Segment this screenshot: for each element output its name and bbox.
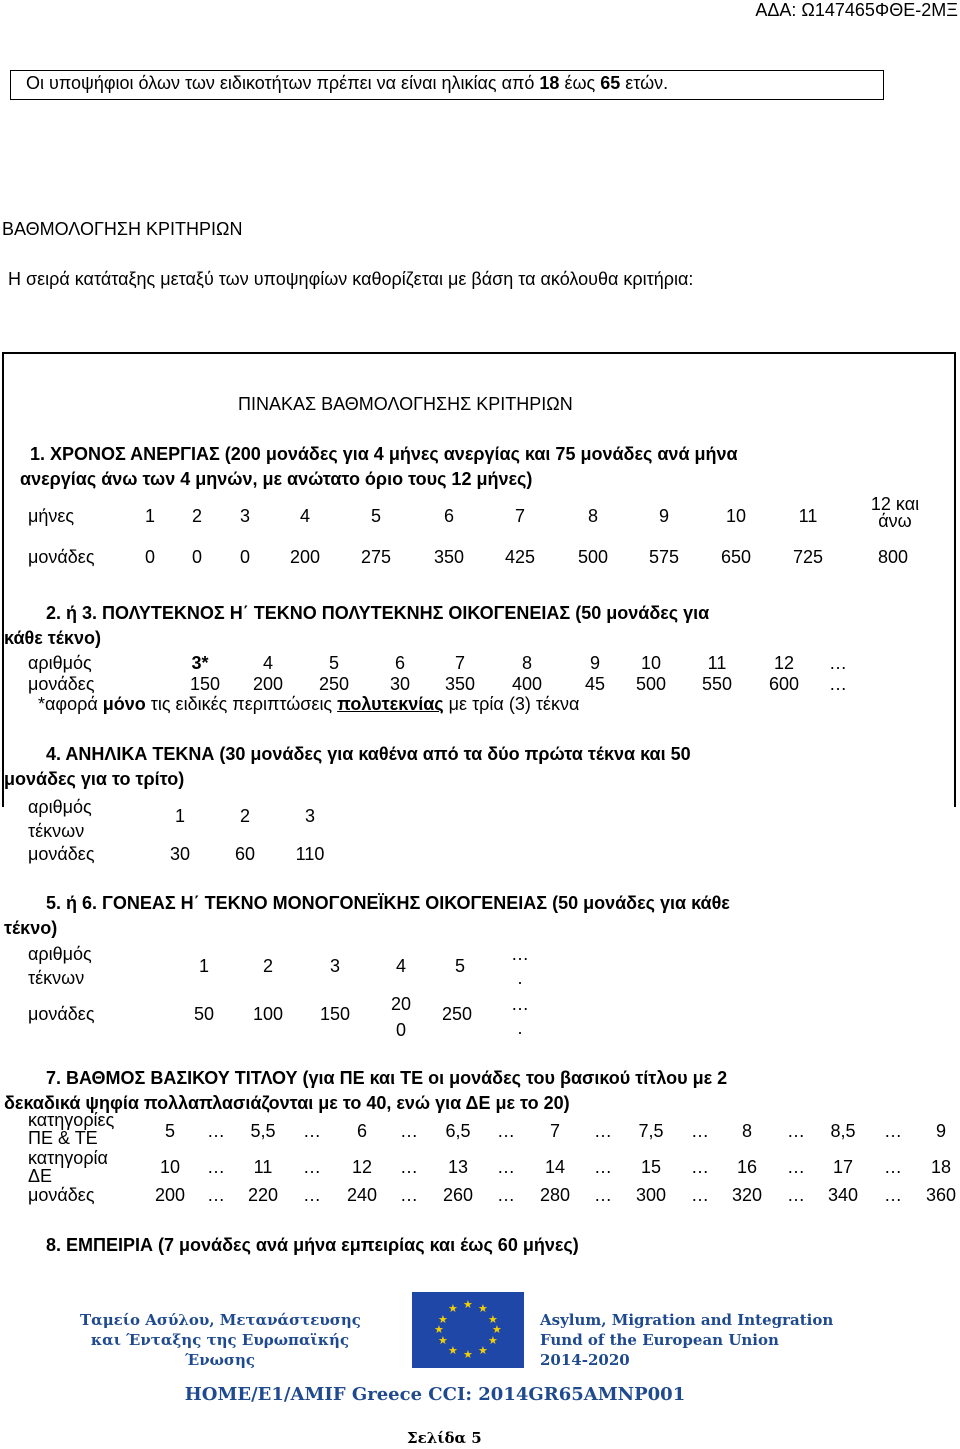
c1-month-cell: 4	[299, 506, 310, 526]
c4-count-cell: 1	[174, 806, 185, 826]
c7-points-cell: …	[400, 1185, 418, 1205]
table-title: ΠΙΝΑΚΑΣ ΒΑΘΜΟΛΟΓΗΣΗΣ ΚΡΙΤΗΡΙΩΝ	[238, 394, 573, 414]
c5-points-label: μονάδες	[28, 1004, 95, 1024]
c1-month-cell: 3	[239, 506, 250, 526]
c5-count-cell: 1	[198, 956, 209, 976]
c2-points-cell: 500	[635, 674, 667, 694]
c7-de-cell: 10	[159, 1157, 181, 1177]
criterion-2-title-cont: κάθε τέκνο)	[4, 628, 101, 648]
c2-count-cell: 11	[707, 653, 727, 673]
c7-de-cell: 16	[736, 1157, 758, 1177]
c7-de-cell: 15	[640, 1157, 662, 1177]
c2-count-cell: 5	[328, 653, 339, 673]
c7-points-cell: 260	[442, 1185, 474, 1205]
flag-star: ★	[463, 1349, 473, 1361]
c1-month-cell: 5	[370, 506, 381, 526]
c7-de-cell: 14	[544, 1157, 566, 1177]
c1-months-last: 12 και άνω	[870, 494, 920, 531]
c2-count-cell: 6	[394, 653, 405, 673]
c5-points-more: … .	[511, 994, 529, 1038]
c2-count-cell: 4	[262, 653, 273, 673]
c7-de-cell: 13	[447, 1157, 469, 1177]
criterion-4-title-cont: μονάδες για το τρίτο)	[4, 769, 185, 789]
c7-points-label: μονάδες	[28, 1185, 95, 1205]
c4-points-label: μονάδες	[28, 844, 95, 864]
flag-star: ★	[488, 1335, 498, 1347]
c7-de-cell: …	[207, 1157, 225, 1177]
criterion-7-title: 7. ΒΑΘΜΟΣ ΒΑΣΙΚΟΥ ΤΙΤΛΟΥ (για ΠΕ και ΤΕ οι μονάδες του βασικού τίτλου με 2	[46, 1068, 728, 1088]
scoring-intro: Η σειρά κατάταξης μεταξύ των υποψηφίων καθορίζεται με βάση τα ακόλουθα κριτήρια:	[8, 269, 694, 289]
c7-points-cell: 200	[154, 1185, 186, 1205]
c1-months-label: μήνες	[28, 506, 75, 526]
c4-count-label: αριθμός τέκνων	[28, 797, 92, 841]
c5-points-cell: 150	[319, 1004, 351, 1024]
scoring-heading: ΒΑΘΜΟΛΟΓΗΣΗ ΚΡΙΤΗΡΙΩΝ	[2, 219, 243, 239]
age-notice-text: Οι υποψήφιοι όλων των ειδικοτήτων πρέπει να είναι ηλικίας από 18 έως 65 ετών.	[26, 73, 669, 93]
c7-pe-cell: …	[787, 1121, 805, 1141]
c7-de-cell: 12	[351, 1157, 373, 1177]
c5-count-label: αριθμός τέκνων	[28, 944, 92, 988]
c2-points-cell: 200	[252, 674, 284, 694]
c5-point-four: 20 0	[390, 994, 412, 1040]
flag-star: ★	[438, 1335, 448, 1347]
c1-month-cell: 6	[443, 506, 454, 526]
flag-star: ★	[434, 1324, 444, 1336]
flag-star: ★	[488, 1314, 498, 1326]
c7-points-cell: …	[691, 1185, 709, 1205]
c1-month-cell: 9	[658, 506, 669, 526]
c5-count-cell: 4	[395, 956, 406, 976]
c2-count-label: αριθμός	[28, 653, 92, 673]
c7-de-cell: …	[787, 1157, 805, 1177]
flag-star: ★	[463, 1299, 473, 1311]
c5-points-cell: 50	[193, 1004, 215, 1024]
c5-points-cell: 100	[252, 1004, 284, 1024]
c4-points-cell: 30	[169, 844, 191, 864]
c7-pe-cell: 7,5	[638, 1121, 664, 1141]
c1-points-cell: 200	[289, 547, 321, 567]
c7-de-cell: …	[594, 1157, 612, 1177]
criterion-7-title-cont: δεκαδικά ψηφία πολλαπλασιάζονται με το 40, ενώ για ΔΕ με το 20)	[4, 1093, 570, 1113]
c7-de-cell: …	[400, 1157, 418, 1177]
c7-points-cell: 280	[539, 1185, 571, 1205]
c2-count-cell: 3*	[191, 653, 209, 673]
c2-count-cell: 12	[773, 653, 795, 673]
c5-count-cell: 5	[454, 956, 465, 976]
flag-star: ★	[492, 1324, 502, 1336]
c7-pe-cell: …	[691, 1121, 709, 1141]
c7-points-cell: 240	[346, 1185, 378, 1205]
c5-counts-more: … .	[511, 944, 529, 988]
criterion-1-title: 1. ΧΡΟΝΟΣ ΑΝΕΡΓΙΑΣ (200 μονάδες για 4 μήνες ανεργίας και 75 μονάδες ανά μήνα	[30, 444, 738, 464]
c1-month-cell: 10	[725, 506, 747, 526]
criterion-5-title: 5. ή 6. ΓΟΝΕΑΣ Η΄ ΤΕΚΝΟ ΜΟΝΟΓΟΝΕΪΚΗΣ ΟΙΚΟΓΕΝΕΙΑΣ (50 μονάδες για κάθε	[46, 893, 730, 913]
c7-pe-cell: 6	[356, 1121, 367, 1141]
c7-pe-cell: 5	[164, 1121, 175, 1141]
c2-points-label: μονάδες	[28, 674, 95, 694]
c7-points-cell: 300	[635, 1185, 667, 1205]
c7-de-cell: 18	[930, 1157, 952, 1177]
c7-de-cell: …	[691, 1157, 709, 1177]
c7-pe-cell: 6,5	[445, 1121, 471, 1141]
c2-points-cell: 350	[444, 674, 476, 694]
footer-left-text: Ταμείο Ασύλου, Μετανάστευσης και Ένταξης της Ευρωπαϊκής Ένωσης	[80, 1311, 361, 1369]
c1-month-cell: 7	[514, 506, 525, 526]
c1-points-cell: 425	[504, 547, 536, 567]
c4-count-cell: 3	[304, 806, 315, 826]
c7-de-label: κατηγορία ΔΕ	[28, 1148, 108, 1186]
flag-star: ★	[438, 1314, 448, 1326]
c2-points-cell: 45	[584, 674, 606, 694]
c2-points-cell: 400	[511, 674, 543, 694]
c7-pe-cell: …	[594, 1121, 612, 1141]
c1-points-cell: 350	[433, 547, 465, 567]
c2-count-cell: 10	[640, 653, 662, 673]
c2-points-cell: 550	[701, 674, 733, 694]
c7-pe-cell: 7	[549, 1121, 560, 1141]
c2-count-cell: 7	[454, 653, 465, 673]
c7-points-cell: 320	[731, 1185, 763, 1205]
c1-points-cell: 800	[877, 547, 909, 567]
c1-month-cell: 2	[191, 506, 202, 526]
flag-star: ★	[448, 1345, 458, 1357]
c4-count-cell: 2	[239, 806, 250, 826]
criterion-2-title: 2. ή 3. ΠΟΛΥΤΕΚΝΟΣ Η΄ ΤΕΚΝΟ ΠΟΛΥΤΕΚΝΗΣ ΟΙΚΟΓΕΝΕΙΑΣ (50 μονάδες για	[46, 603, 710, 623]
criterion-4-title: 4. ΑΝΗΛΙΚΑ ΤΕΚΝΑ (30 μονάδες για καθένα από τα δύο πρώτα τέκνα και 50	[46, 744, 691, 764]
c7-pe-cell: 8	[741, 1121, 752, 1141]
criterion-1-title-cont: ανεργίας άνω των 4 μηνών, με ανώτατο όριο τους 12 μήνες)	[20, 469, 533, 489]
c1-month-cell: 1	[144, 506, 155, 526]
c1-points-cell: 500	[577, 547, 609, 567]
c7-points-cell: …	[303, 1185, 321, 1205]
c5-count-cell: 3	[329, 956, 340, 976]
c7-pe-cell: 8,5	[830, 1121, 856, 1141]
footer-right-text: Asylum, Migration and Integration Fund of the European Union 2014-2020	[540, 1311, 834, 1369]
flag-star: ★	[478, 1303, 488, 1315]
c7-points-cell: …	[497, 1185, 515, 1205]
c7-points-cell: 220	[247, 1185, 279, 1205]
c1-month-cell: 8	[587, 506, 598, 526]
c1-points-cell: 0	[144, 547, 155, 567]
c2-count-cell: 9	[589, 653, 600, 673]
flag-star: ★	[448, 1303, 458, 1315]
c7-pe-cell: …	[303, 1121, 321, 1141]
c7-points-cell: …	[594, 1185, 612, 1205]
c7-pe-cell: 5,5	[250, 1121, 276, 1141]
c7-pe-label: κατηγορίες ΠΕ & ΤΕ	[28, 1110, 115, 1148]
c2-count-cell: 8	[521, 653, 532, 673]
c7-de-cell: …	[303, 1157, 321, 1177]
c2-points-cell: …	[829, 674, 847, 694]
c1-points-cell: 0	[191, 547, 202, 567]
flag-star: ★	[478, 1345, 488, 1357]
c2-points-cell: 600	[768, 674, 800, 694]
c4-points-cell: 60	[234, 844, 256, 864]
table-top-border	[2, 352, 956, 354]
c1-points-cell: 650	[720, 547, 752, 567]
c5-point-five: 250	[442, 1004, 473, 1024]
c7-pe-cell: …	[884, 1121, 902, 1141]
c7-de-cell: 17	[832, 1157, 854, 1177]
c7-de-cell: …	[884, 1157, 902, 1177]
c7-points-cell: …	[787, 1185, 805, 1205]
ada-code: ΑΔΑ: Ω147465ΦΘΕ-2ΜΞ	[755, 0, 958, 20]
c1-points-cell: 275	[360, 547, 392, 567]
eu-flag-icon	[412, 1292, 524, 1368]
c7-de-cell: …	[497, 1157, 515, 1177]
c2-points-cell: 30	[389, 674, 411, 694]
c7-pe-cell: …	[400, 1121, 418, 1141]
c1-month-cell: 11	[798, 506, 818, 526]
c5-count-cell: 2	[262, 956, 273, 976]
table-left-border	[2, 352, 4, 807]
c2-points-cell: 250	[318, 674, 350, 694]
c1-points-cell: 0	[239, 547, 250, 567]
c7-de-cell: 11	[253, 1157, 273, 1177]
c2-note: *αφορά μόνο τις ειδικές περιπτώσεις πολυτεκνίας με τρία (3) τέκνα	[38, 694, 580, 714]
c2-count-cell: …	[829, 653, 847, 673]
c7-points-cell: …	[884, 1185, 902, 1205]
criterion-8-title: 8. ΕΜΠΕΙΡΙΑ (7 μονάδες ανά μήνα εμπειρίας και έως 60 μήνες)	[46, 1235, 579, 1255]
c1-points-cell: 725	[792, 547, 824, 567]
criterion-5-title-cont: τέκνο)	[4, 918, 58, 938]
c1-points-label: μονάδες	[28, 547, 95, 567]
c7-pe-cell: …	[497, 1121, 515, 1141]
c4-points-cell: 110	[295, 844, 325, 864]
page-number: Σελίδα 5	[407, 1429, 482, 1447]
c7-pe-cell: …	[207, 1121, 225, 1141]
c2-points-cell: 150	[189, 674, 221, 694]
table-right-border	[954, 352, 956, 807]
c7-points-cell: …	[207, 1185, 225, 1205]
c7-points-cell: 360	[925, 1185, 957, 1205]
footer-program-code: HOME/E1/AMIF Greece CCI: 2014GR65AMNP001	[184, 1384, 686, 1405]
c7-points-cell: 340	[827, 1185, 859, 1205]
c1-points-cell: 575	[648, 547, 680, 567]
c7-pe-cell: 9	[935, 1121, 946, 1141]
